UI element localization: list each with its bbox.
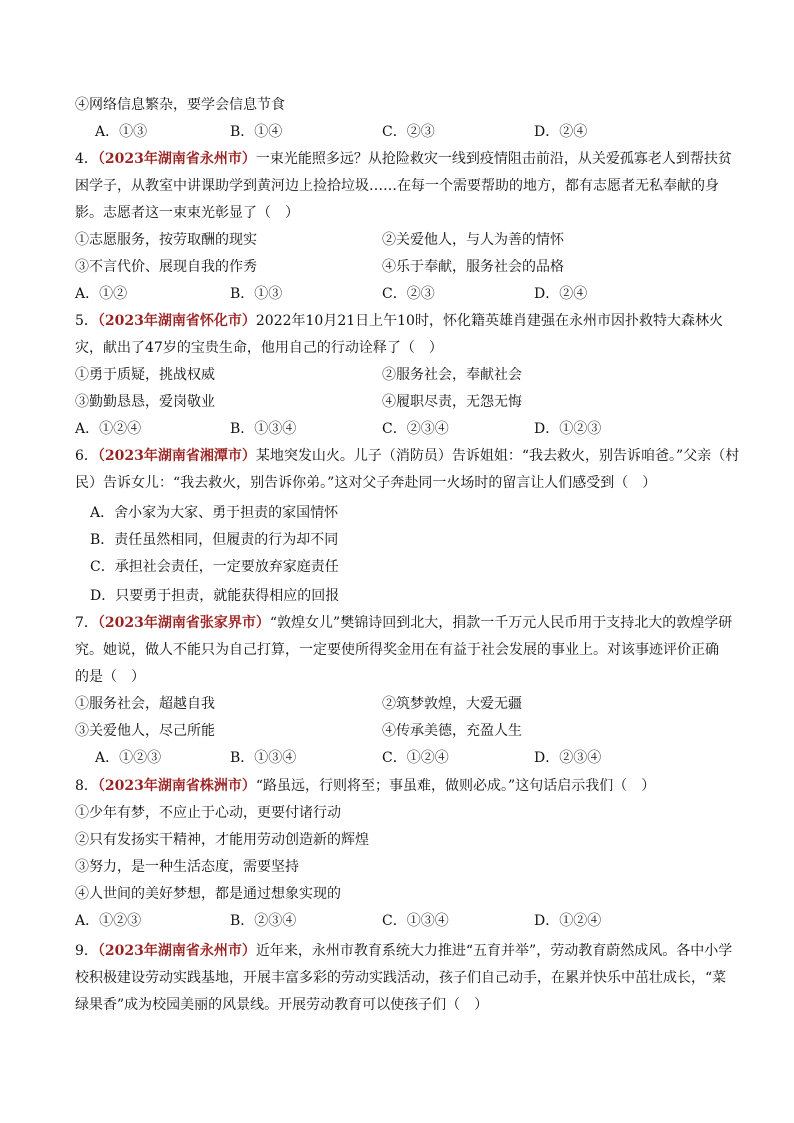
choice-a: A．①②③ [75, 913, 142, 929]
question-7-line-1 [75, 613, 732, 633]
question-9-line-2: 校积极建设劳动实践基地，开展丰富多彩的劳动实践活动，孩子们自己动手，在累并快乐中茁壮成长，“菜 [75, 970, 727, 986]
question-number: 7． [75, 615, 98, 631]
choice-c: C．①②④ [382, 750, 449, 766]
choice-d: D．①②④ [534, 913, 602, 929]
option-line: ④网络信息繁杂，要学会信息节食 [75, 97, 285, 113]
question-number: 8． [75, 778, 98, 794]
question-text: 某地突发山火。儿子（消防员）告诉姐姐：“我去救火，别告诉咱爸。”父亲（村 [255, 448, 740, 464]
option-3: ③关爱他人，尽己所能 [75, 723, 215, 739]
option-4: ④传承美德，充盈人生 [382, 723, 522, 739]
option-3: ③勤勤恳恳，爱岗敬业 [75, 394, 215, 410]
option-4: ④履职尽责，无怨无悔 [382, 394, 522, 410]
choice-c: C．②③ [382, 286, 435, 302]
choice-b: B．①③④ [230, 750, 297, 766]
choice-a: A．①②③ [95, 750, 162, 766]
question-text: 近年来，永州市教育系统大力推进“五育并举”，劳动教育蔚然成风。各中小学 [255, 943, 733, 959]
choice-d: D．②④ [534, 124, 588, 140]
question-9-line-1 [75, 941, 732, 961]
question-number: 9． [75, 943, 98, 959]
choice-b: B．①④ [230, 124, 283, 140]
choice-c: C．②③ [382, 124, 435, 140]
question-text: “路虽远，行则将至；事虽难，做则必成。”这句话启示我们（ ） [255, 778, 656, 794]
option-2: ②筑梦敦煌，大爱无疆 [382, 696, 522, 712]
option-1: ①勇于质疑，挑战权威 [75, 367, 215, 383]
option-d: D．只要勇于担责，就能获得相应的回报 [90, 588, 340, 604]
question-7-line-3: 的是（ ） [75, 669, 145, 685]
question-4-line-3: 影。志愿者这一束束光彰显了（ ） [75, 205, 299, 221]
question-4-line-2: 困学子，从教室中讲课助学到黄河边上捡拾垃圾……在每一个需要帮助的地方，都有志愿者无私奉献的身 [75, 178, 719, 194]
choice-a: A．①②④ [75, 421, 142, 437]
question-number: 6． [75, 448, 98, 464]
choice-b: B．②③④ [230, 913, 297, 929]
question-text: 一束光能照多远？从抢险救灾一线到疫情阻击前沿，从关爱孤寡老人到帮扶贫 [255, 151, 732, 167]
choice-a: A．①② [75, 286, 128, 302]
choice-b: B．①③④ [230, 421, 297, 437]
question-6-line-2: 民）告诉女儿：“我去救火，别告诉你弟。”这对父子奔赴同一火场时的留言让人们感受到（ ） [75, 475, 657, 491]
option-1: ①少年有梦，不应止于心动，更要付诸行动 [75, 805, 341, 821]
option-4: ④人世间的美好梦想，都是通过想象实现的 [75, 886, 341, 902]
option-b: B．责任虽然相同，但履责的行为却不同 [90, 532, 339, 548]
option-a: A．舍小家为大家、勇于担责的家国情怀 [90, 505, 339, 521]
question-source: （2023年湖南省湘潭市） [97, 448, 256, 464]
question-source: （2023年湖南省张家界市） [97, 615, 270, 631]
option-2: ②服务社会，奉献社会 [382, 367, 522, 383]
question-7-line-2: 究。她说，做人不能只为自己打算，一定要使所得奖金用在有益于社会发展的事业上。对该事迹评价正确 [75, 642, 719, 658]
option-2: ②关爱他人，与人为善的情怀 [382, 232, 564, 248]
option-4: ④乐于奉献，服务社会的品格 [382, 259, 564, 275]
question-text: “敦煌女儿”樊锦诗回到北大，捐款一千万元人民币用于支持北大的敦煌学研 [269, 615, 733, 631]
option-1: ①志愿服务，按劳取酬的现实 [75, 232, 257, 248]
question-number: 4． [75, 151, 98, 167]
choice-d: D．②③④ [534, 750, 602, 766]
question-text: 2022年10月21日上午10时，怀化籍英雄肖建强在永州市因扑救特大森林火 [255, 313, 723, 329]
choice-b: B．①③ [230, 286, 283, 302]
question-4-line-1 [75, 149, 732, 169]
option-3: ③努力，是一种生活态度，需要坚持 [75, 859, 299, 875]
question-source: （2023年湖南省永州市） [97, 151, 256, 167]
choice-c: C．②③④ [382, 421, 449, 437]
question-source: （2023年湖南省永州市） [97, 943, 256, 959]
question-5-line-2: 灾，献出了47岁的宝贵生命，他用自己的行动诠释了（ ） [75, 340, 443, 356]
option-c: C．承担社会责任，一定要放弃家庭责任 [90, 559, 339, 575]
question-number: 5． [75, 313, 98, 329]
question-5-line-1 [75, 311, 723, 331]
choice-d: D．①②③ [534, 421, 602, 437]
question-source: （2023年湖南省怀化市） [97, 313, 256, 329]
question-6-line-1 [75, 446, 739, 466]
choice-d: D．②④ [534, 286, 588, 302]
option-2: ②只有发扬实干精神，才能用劳动创造新的辉煌 [75, 832, 369, 848]
choice-c: C．①③④ [382, 913, 449, 929]
question-8-line-1 [75, 776, 655, 796]
choice-a: A．①③ [95, 124, 148, 140]
question-9-line-3: 绿果香”成为校园美丽的风景线。开展劳动教育可以使孩子们（ ） [75, 997, 489, 1013]
option-3: ③不言代价、展现自我的作秀 [75, 259, 257, 275]
option-1: ①服务社会，超越自我 [75, 696, 215, 712]
question-source: （2023年湖南省株洲市） [97, 778, 256, 794]
